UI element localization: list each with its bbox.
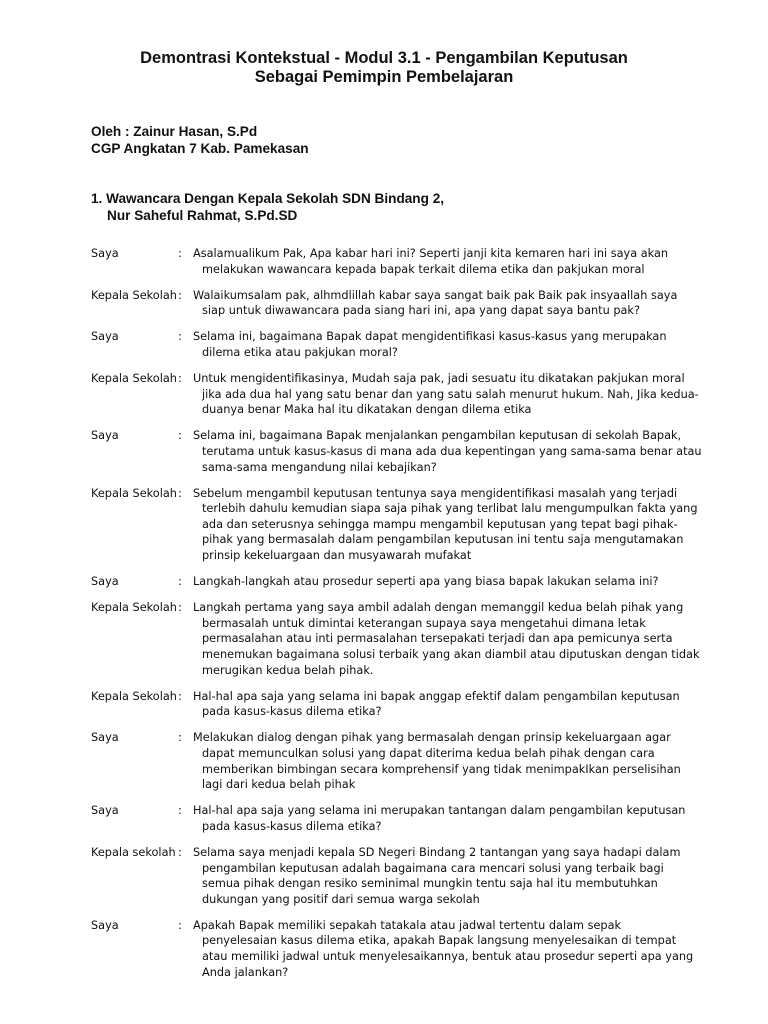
dialog-line: Hal-hal apa saja yang selama ini merupakan tantangan dalam pengambilan keputusan — [193, 804, 686, 818]
cohort-line: CGP Angkatan 7 Kab. Pamekasan — [91, 141, 309, 156]
dialog-entry — [91, 845, 691, 907]
dialog-line: melakukan wawancara kepada bapak terkait dilema etika dan pakjukan moral — [202, 262, 645, 276]
dialog-line: Selama saya menjadi kepala SD Negeri Bindang 2 tantangan yang saya hadapi dalam — [193, 845, 681, 859]
speaker-separator: : — [178, 288, 182, 302]
speaker-separator: : — [178, 247, 182, 260]
speaker-label: Saya — [91, 429, 119, 443]
dialog-line: Walaikumsalam pak, alhmdlillah kabar saya sangat baik pak Baik pak insyaallah saya — [193, 288, 678, 302]
dialog-text — [193, 371, 699, 418]
dialog-line: pada kasus-kasus dilema etika? — [202, 819, 382, 833]
speaker-label: Kepala Sekolah — [91, 601, 177, 615]
document-title-line-1: Demontrasi Kontekstual - Modul 3.1 - Pengambilan Keputusan — [140, 49, 628, 67]
dialog-line: jika ada dua hal yang satu benar dan yang satu salah menurut hukum. Nah, Jika kedua- — [202, 387, 699, 401]
dialog-line: prinsip kekeluargaan dan musyawarah mufakat — [202, 549, 472, 562]
document-title-line-2: Sebagai Pemimpin Pembelajaran — [254, 68, 514, 86]
dialog-text — [193, 329, 691, 360]
dialog-line: terutama untuk kasus-kasus di mana ada dua kepentingan yang sama-sama benar atau — [202, 444, 702, 458]
dialog-line: Sebelum mengambil keputusan tentunya saya mengidentifikasi masalah yang terjadi — [193, 486, 678, 500]
dialog-line: semua pihak dengan resiko seminimal mungkin tentu saja hal itu membutuhkan — [202, 877, 658, 891]
dialog-line: Anda jalankan? — [202, 965, 289, 979]
speaker-label: Kepala Sekolah — [91, 372, 177, 386]
speaker-label: Saya — [91, 247, 119, 260]
speaker-separator: : — [178, 918, 182, 932]
dialog-text — [193, 845, 691, 907]
dialog-entry — [91, 371, 699, 418]
speaker-label: Saya — [91, 731, 119, 745]
dialog-line: dukungan yang positif dari semua warga sekolah — [202, 892, 480, 906]
speaker-label: Saya — [91, 575, 119, 589]
speaker-label: Kepala sekolah — [91, 845, 176, 859]
dialog-line: Untuk mengidentifikasinya, Mudah saja pak, jadi sesuatu itu dikatakan pakjukan moral — [193, 372, 685, 386]
dialog-line: merugikan kedua belah pihak. — [202, 663, 374, 677]
speaker-separator: : — [178, 575, 182, 589]
dialog-entry — [91, 803, 691, 834]
speaker-separator: : — [178, 804, 182, 818]
dialog-text — [193, 246, 691, 277]
speaker-separator: : — [178, 601, 182, 615]
section-heading-subtitle: Nur Saheful Rahmat, S.Pd.SD — [107, 208, 298, 223]
dialog-line: Melakukan dialog dengan pihak yang bermasalah dengan prinsip kekeluargaan agar — [193, 731, 671, 745]
dialog-line: dilema etika atau pakjukan moral? — [202, 345, 398, 359]
dialog-line: ada dan seterusnya sehingga mampu mengambil keputusan yang tepat bagi pihak- — [202, 517, 678, 531]
interview-dialog — [91, 246, 702, 991]
author-line: Oleh : Zainur Hasan, S.Pd — [91, 124, 258, 139]
dialog-line: Selama ini, bagaimana Bapak dapat mengidentifikasi kasus-kasus yang merupakan — [193, 330, 667, 344]
dialog-entry — [91, 288, 691, 319]
dialog-line: sama-sama mengandung nilai kebajikan? — [202, 460, 437, 474]
dialog-line: memberikan bimbingan secara komprehensif yang tidak menimpakIkan perselisihan — [202, 762, 681, 776]
section-heading: 1. Wawancara Dengan Kepala Sekolah SDN Bindang 2, — [91, 191, 445, 206]
dialog-text — [193, 428, 702, 475]
dialog-line: terlebih dahulu kemudian siapa saja pihak yang terlibat lalu mengumpulkan fakta yang — [202, 502, 698, 516]
dialog-entry — [91, 918, 694, 980]
speaker-label: Saya — [91, 804, 119, 818]
dialog-text — [193, 730, 691, 792]
dialog-line: bermasalah untuk dimintai keterangan supaya saya mengetahui dimana letak — [202, 616, 646, 630]
dialog-text — [193, 486, 698, 564]
dialog-entry — [91, 730, 691, 792]
dialog-line: Apakah Bapak memiliki sepakah tatakala atau jadwal tertentu dalam sepak — [193, 918, 622, 932]
dialog-line: lagi dari kedua belah pihak — [202, 778, 356, 792]
dialog-text — [193, 574, 691, 590]
dialog-line: Asalamualikum Pak, Apa kabar hari ini? Seperti janji kita kemaren hari ini saya akan — [193, 247, 669, 260]
dialog-text — [193, 918, 694, 980]
dialog-entry — [91, 689, 691, 720]
dialog-entry — [91, 574, 691, 590]
speaker-label: Kepala Sekolah — [91, 486, 177, 500]
dialog-line: Langkah-langkah atau prosedur seperti apa yang biasa bapak lakukan selama ini? — [193, 575, 659, 589]
dialog-line: duanya benar Maka hal itu dikatakan dengan dilema etika — [202, 403, 532, 417]
speaker-separator: : — [178, 429, 182, 443]
dialog-line: Selama ini, bagaimana Bapak menjalankan pengambilan keputusan di sekolah Bapak, — [193, 429, 682, 443]
dialog-line: atau memiliki jadwal untuk menyelesaikannya, bentuk atau prosedur seperti apa yang — [202, 949, 694, 963]
dialog-line: dapat memunculkan solusi yang dapat diterima kedua belah pihak dengan cara — [202, 746, 655, 760]
speaker-separator: : — [178, 845, 182, 859]
dialog-line: Hal-hal apa saja yang selama ini bapak anggap efektif dalam pengambilan keputusan — [193, 689, 680, 703]
dialog-entry — [91, 486, 698, 564]
dialog-line: penyelesaian kasus dilema etika, apakah Bapak langsung menyelesaikan di tempat — [202, 934, 677, 948]
dialog-entry — [91, 329, 691, 360]
speaker-label: Kepala Sekolah — [91, 288, 177, 302]
speaker-separator: : — [178, 689, 182, 703]
dialog-entry — [91, 246, 691, 277]
dialog-line: menemukan bagaimana solusi terbaik yang akan diambil atau diputuskan dengan tidak — [202, 647, 700, 661]
speaker-label: Saya — [91, 330, 119, 344]
dialog-text — [193, 600, 700, 678]
dialog-text — [193, 803, 691, 834]
dialog-text — [193, 288, 691, 319]
dialog-line: siap untuk diwawancara pada siang hari ini, apa yang dapat saya bantu pak? — [202, 304, 640, 318]
dialog-line: pihak yang bermasalah dalam pengambilan keputusan ini tentu saja mengutamakan — [202, 533, 684, 547]
dialog-line: Langkah pertama yang saya ambil adalah dengan memanggil kedua belah pihak yang — [193, 601, 684, 615]
dialog-text — [193, 689, 691, 720]
speaker-label: Saya — [91, 918, 119, 932]
speaker-separator: : — [178, 486, 182, 500]
speaker-separator: : — [178, 372, 182, 386]
dialog-entry — [91, 428, 702, 475]
speaker-separator: : — [178, 330, 182, 344]
speaker-separator: : — [178, 731, 182, 745]
speaker-label: Kepala Sekolah — [91, 689, 177, 703]
dialog-line: pada kasus-kasus dilema etika? — [202, 705, 382, 719]
dialog-entry — [91, 600, 700, 678]
dialog-line: pengambilan keputusan adalah bagaimana cara mencari solusi yang terbaik bagi — [202, 861, 664, 875]
dialog-line: permasalahan atau inti permasalahan tersepakati terjadi dan apa pemicunya serta — [202, 632, 673, 646]
